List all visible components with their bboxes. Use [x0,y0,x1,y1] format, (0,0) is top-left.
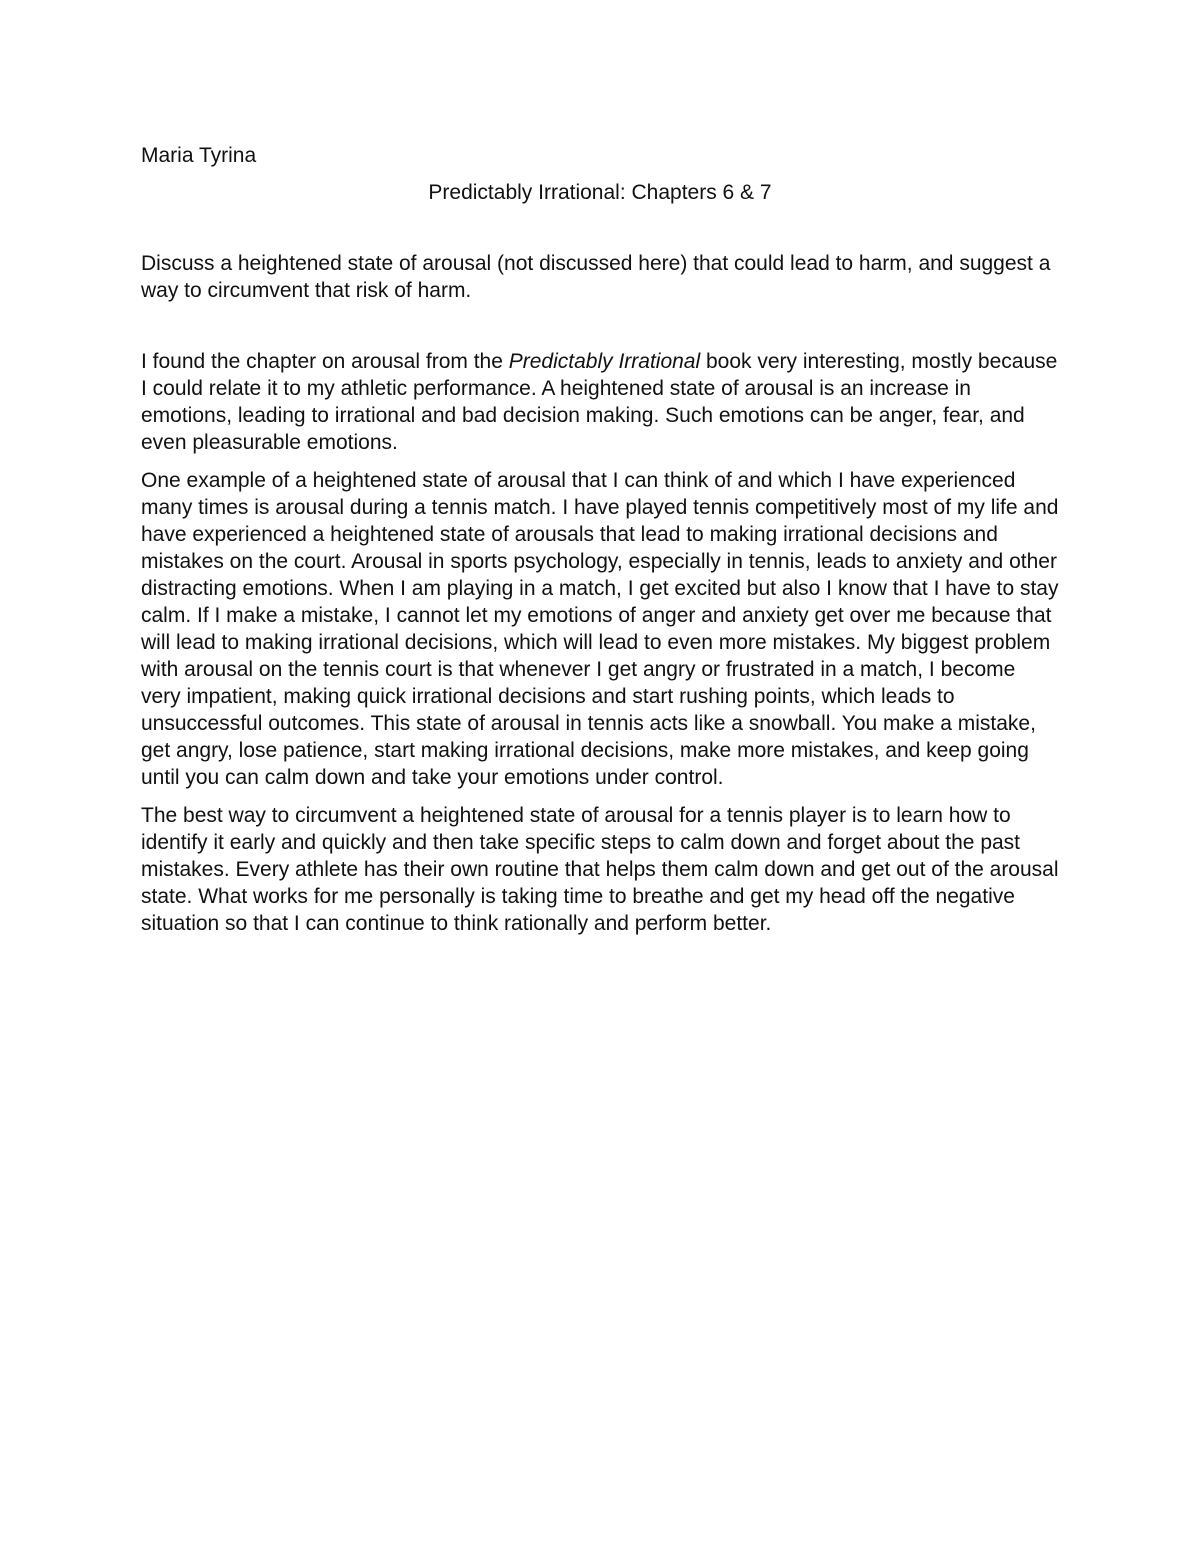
paragraph-example: One example of a heightened state of arousal that I can think of and which I have experienced many times is arousal during a tennis match. I have played tennis competitively most of my life and have experienced a heightened state of arousals that lead to making irrational decisions and mistakes on the court. Arousal in sports psychology, especially in tennis, leads to anxiety and other distracting emotions. When I am playing in a match, I get excited but also I know that I have to stay calm. If I make a mistake, I cannot let my emotions of anger and anxiety get over me because that will lead to making irrational decisions, which will lead to even more mistakes. My biggest problem with arousal on the tennis court is that whenever I get angry or frustrated in a match, I become very impatient, making quick irrational decisions and start rushing points, which leads to unsuccessful outcomes. This state of arousal in tennis acts like a snowball. You make a mistake, get angry, lose patience, start making irrational decisions, make more mistakes, and keep going until you can calm down and take your emotions under control. [141,469,1059,789]
book-title-italic: Predictably Irrational [508,350,701,373]
assignment-prompt: Discuss a heightened state of arousal (not discussed here) that could lead to harm, and suggest a way to circumvent that risk of harm. [141,252,1051,302]
paragraph-intro [141,348,1059,456]
document-body [141,142,1059,937]
document-title: Predictably Irrational: Chapters 6 & 7 [428,181,772,204]
paragraph-intro-text-start: I found the chapter on arousal from the [141,350,509,373]
paragraph-intro-text-end: book very interesting, mostly because I could relate it to my athletic performance. A heightened state of arousal is an increase in emotions, leading to irrational and bad decision making. Such emotions can be anger, fear, and even pleasurable emotions. [141,350,1058,454]
author-name: Maria Tyrina [141,144,257,167]
paragraph-solution: The best way to circumvent a heightened state of arousal for a tennis player is to learn how to identify it early and quickly and then take specific steps to calm down and forget about the past mistakes. Every athlete has their own routine that helps them calm down and get out of the arousal state. What works for me personally is taking time to breathe and get my head off the negative situation so that I can continue to think rationally and perform better. [141,804,1059,935]
